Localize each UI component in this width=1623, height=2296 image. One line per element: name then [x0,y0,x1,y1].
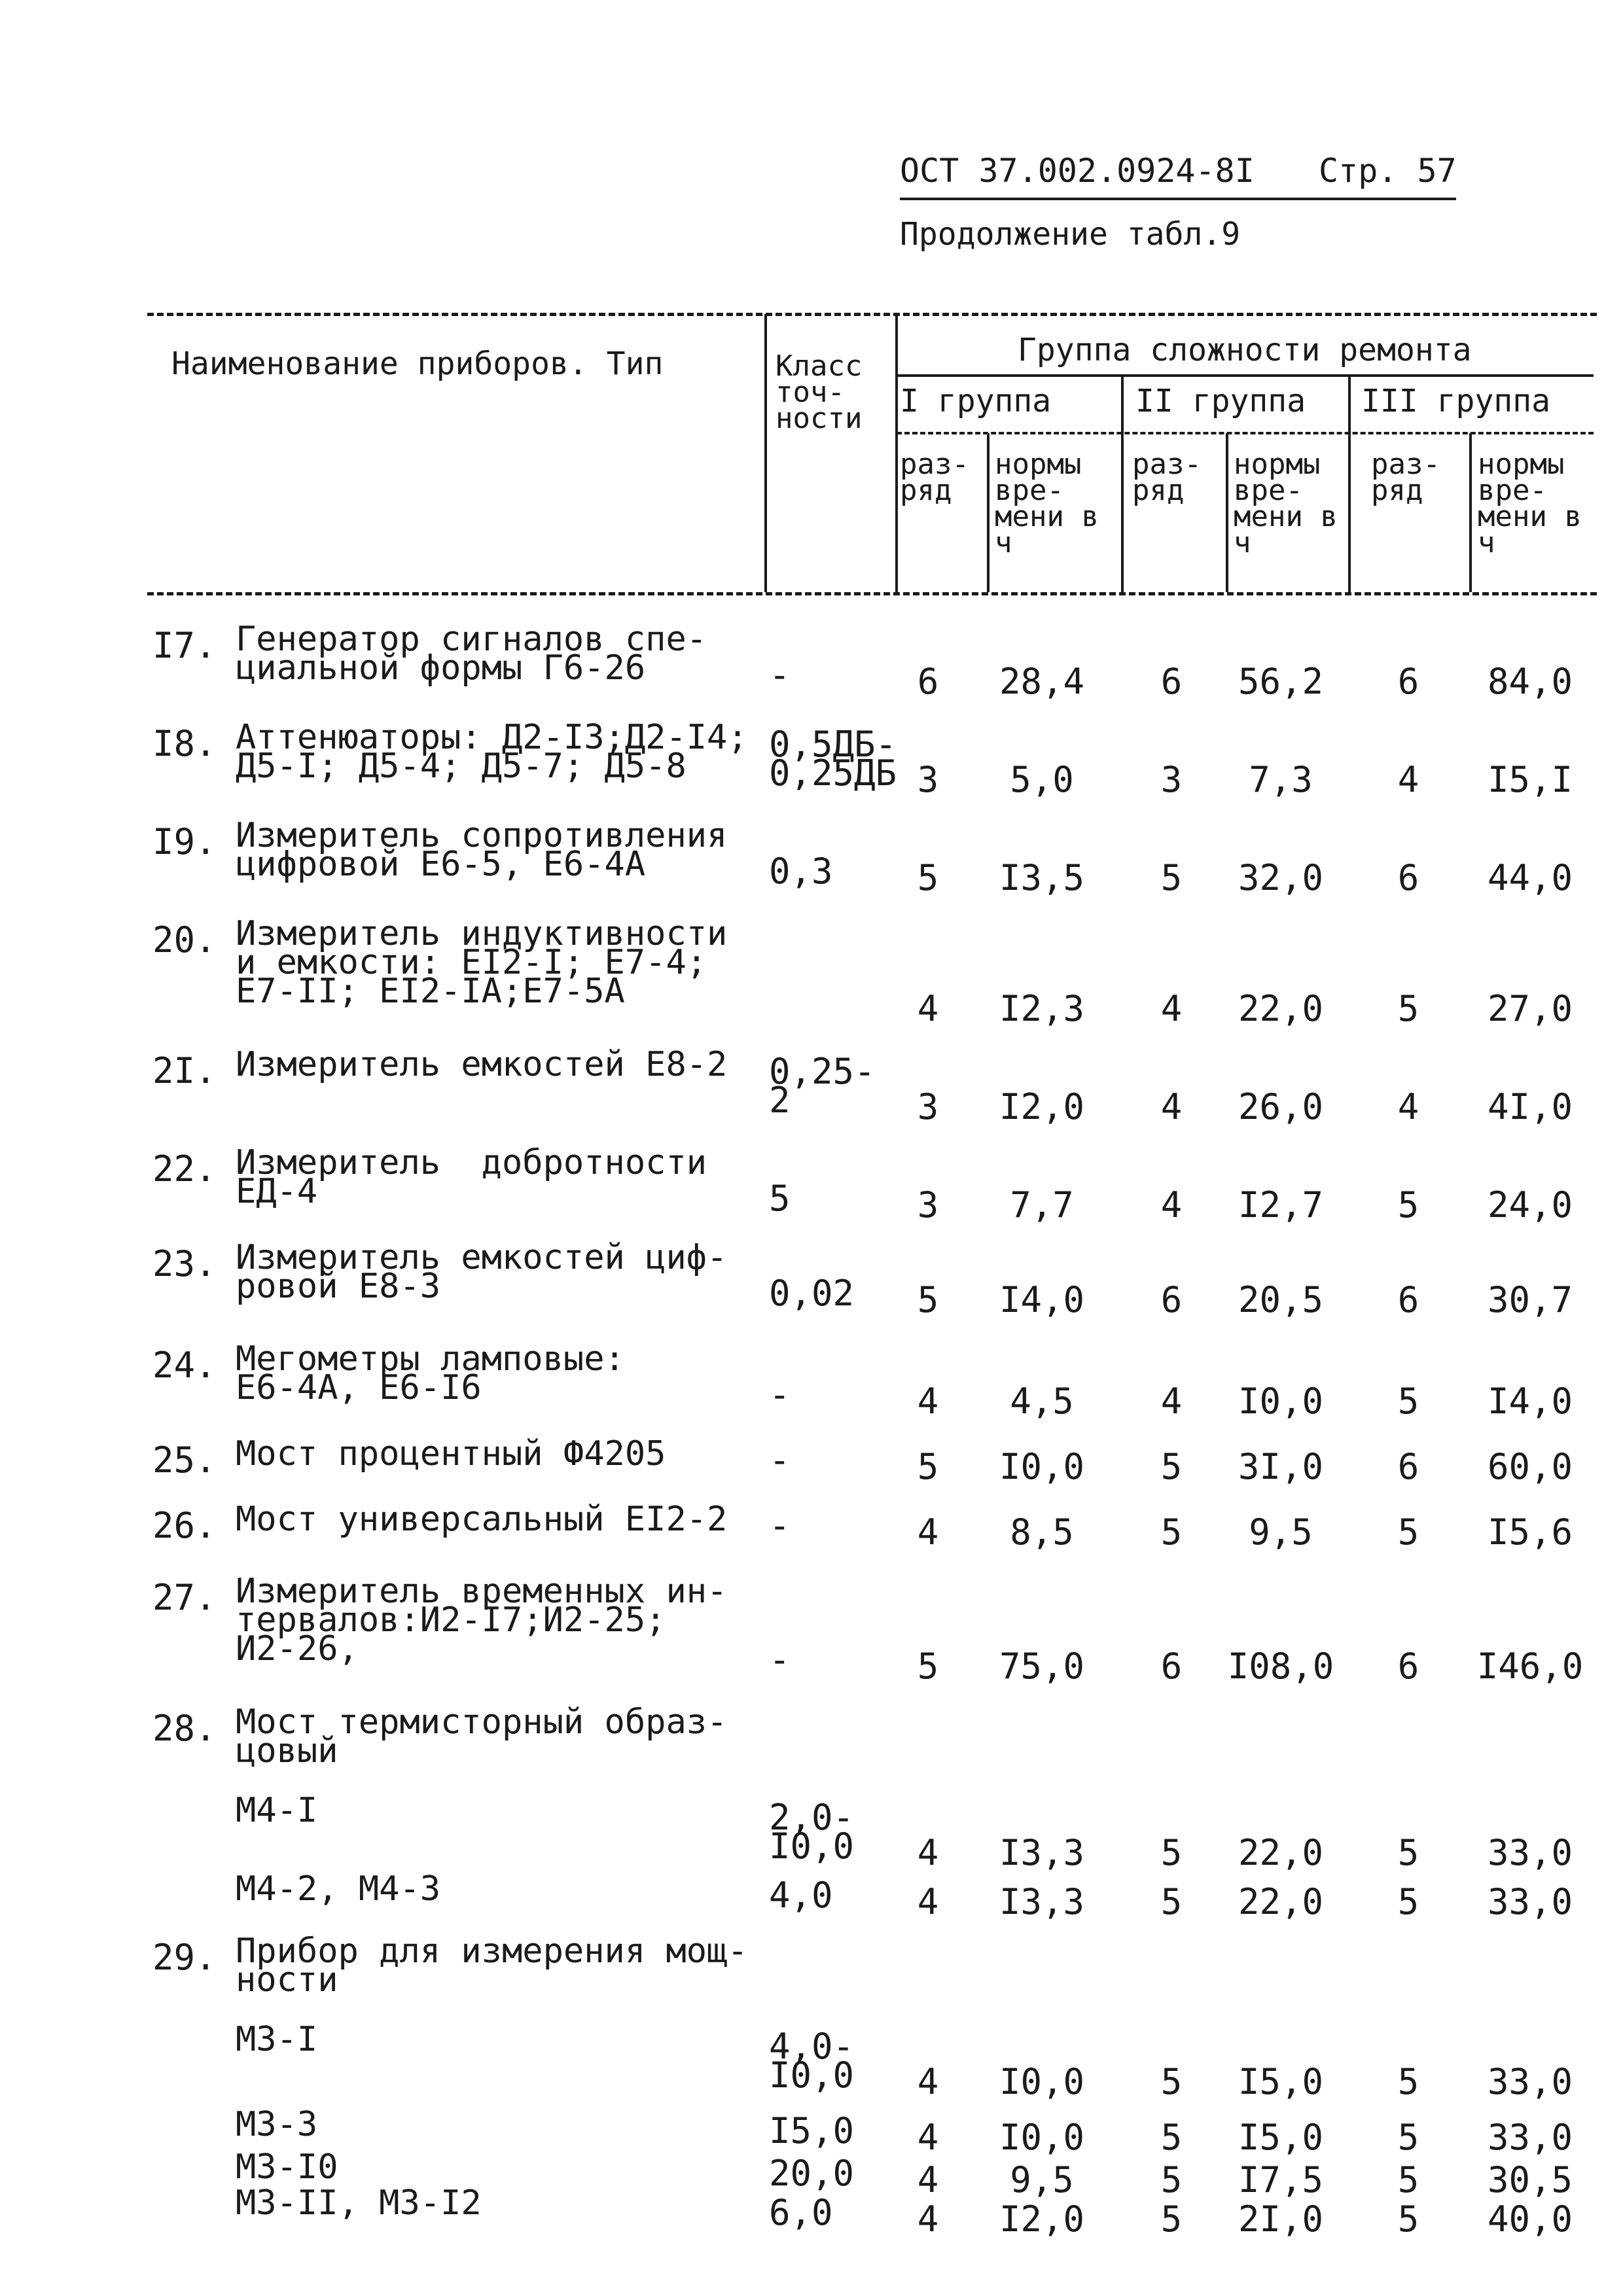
grade-value-2: 4 [1160,1381,1183,1422]
grade-value-1: 4 [917,2117,939,2158]
norm-value-3: 4I,0 [1487,1086,1573,1127]
device-name: Измеритель емкостей Е8-2 [236,1045,728,1084]
norm-value-1: I4,0 [999,1279,1085,1320]
column-header-grade2: раз- ряд [1132,448,1202,507]
grade-value-2: 5 [1160,2061,1183,2102]
norm-value-1: I3,5 [999,857,1085,898]
device-name: Аттенюаторы: Д2-I3;Д2-I4; Д5-I; Д5-4; Д5-7; Д5-8 [236,718,748,786]
header-underline [900,198,1456,200]
norm-value-3: 33,0 [1487,1832,1573,1873]
device-type: М3-3 [236,2105,318,2144]
grade-value-3: 4 [1397,1086,1419,1127]
norm-value-2: 2I,0 [1238,2199,1324,2240]
column-header-norm2: нормы вре- мени в ч [1234,448,1338,559]
norm-value-1: 9,5 [1010,2159,1074,2200]
accuracy-class: - [769,1505,791,1546]
grade-value-3: 6 [1397,1446,1419,1487]
row-number: 24. [152,1345,217,1386]
norm-value-2: I5,0 [1238,2117,1324,2158]
table-continuation-caption: Продолжение табл.9 [900,216,1241,253]
grade-value-3: 5 [1397,1881,1419,1922]
row-number: 26. [152,1505,217,1546]
device-name: Прибор для измерения мощ- ности [236,1932,748,2000]
accuracy-class: 0,3 [769,851,833,892]
norm-value-1: I3,3 [999,1832,1085,1873]
norm-value-2: 56,2 [1238,661,1324,702]
grade-value-3: 4 [1397,759,1419,800]
column-divider-norm2 [1226,433,1228,592]
device-type: М3-I [236,2020,318,2059]
column-header-group3: III группа [1361,383,1550,419]
norm-value-3: I5,I [1487,759,1573,800]
column-header-complexity: Группа сложности ремонта [1018,332,1472,368]
accuracy-class: 0,5ДБ- 0,25ДБ [769,724,897,794]
column-header-name: Наименование приборов. Тип [171,345,664,382]
norm-value-2: 22,0 [1238,988,1324,1029]
norm-value-1: 8,5 [1010,1511,1074,1553]
grade-value-2: 4 [1160,1184,1183,1226]
device-name: Измеритель добротности ЕД-4 [236,1143,707,1211]
norm-value-3: 84,0 [1487,661,1573,702]
norm-value-3: 24,0 [1487,1184,1573,1226]
column-divider-class [764,314,767,592]
norm-value-1: 4,5 [1010,1381,1074,1422]
device-name: Измеритель временных ин- тервалов:И2-I7;И2-25; И2-26, [236,1572,728,1669]
grade-value-2: 6 [1160,661,1183,702]
grade-value-3: 5 [1397,2199,1419,2240]
accuracy-class: - [769,1374,791,1415]
grade-value-1: 3 [917,1184,939,1226]
grade-value-1: 4 [917,988,939,1029]
accuracy-class: 0,25- 2 [769,1051,876,1121]
device-name: Измеритель сопротивления цифровой Е6-5, Е6-4А [236,816,728,884]
accuracy-class: 0,02 [769,1273,855,1314]
complexity-group-rule [897,374,1594,377]
row-number: 22. [152,1148,217,1190]
row-number: 29. [152,1937,217,1978]
accuracy-class: 6,0 [769,2192,833,2233]
norm-value-1: 5,0 [1010,759,1074,800]
column-divider-group3 [1348,376,1351,592]
grade-value-1: 4 [917,2199,939,2240]
grade-value-1: 5 [917,857,939,898]
norm-value-1: I0,0 [999,2117,1085,2158]
table-header-bottom-rule [147,592,1597,595]
accuracy-class: - [769,1439,791,1481]
grade-value-3: 5 [1397,1184,1419,1226]
norm-value-2: 22,0 [1238,1881,1324,1922]
grade-value-2: 5 [1160,1881,1183,1922]
device-name: Мост универсальный ЕI2-2 [236,1500,728,1539]
device-name: Мост процентный Ф4205 [236,1434,666,1474]
norm-value-1: I2,3 [999,988,1085,1029]
norm-value-3: 33,0 [1487,2117,1573,2158]
row-number: 2I. [152,1050,217,1091]
grade-value-1: 3 [917,1086,939,1127]
grade-value-3: 5 [1397,988,1419,1029]
grade-value-2: 5 [1160,1832,1183,1873]
grade-value-1: 4 [917,1881,939,1922]
grade-value-3: 6 [1397,857,1419,898]
grade-value-3: 5 [1397,1511,1419,1553]
grade-value-2: 5 [1160,2199,1183,2240]
device-name: Мост термисторный образ- цовый [236,1703,728,1771]
row-number: 20. [152,919,217,961]
device-name: Измеритель емкостей циф- ровой Е8-3 [236,1238,728,1306]
norm-value-3: I46,0 [1476,1646,1584,1687]
norm-value-2: 20,5 [1238,1279,1324,1320]
grade-value-1: 6 [917,661,939,702]
norm-value-3: 44,0 [1487,857,1573,898]
device-type: М4-I [236,1791,318,1830]
row-number: 23. [152,1243,217,1284]
norm-value-3: 33,0 [1487,2061,1573,2102]
column-header-class: Класс точ- ности [776,349,863,435]
row-number: 27. [152,1577,217,1618]
accuracy-class: I5,0 [769,2110,855,2151]
norm-value-1: I0,0 [999,1446,1085,1487]
grade-value-3: 6 [1397,1646,1419,1687]
grade-value-2: 6 [1160,1279,1183,1320]
accuracy-class: 5 [769,1178,791,1219]
grade-value-3: 5 [1397,2159,1419,2200]
accuracy-class: - [769,654,791,696]
grade-value-2: 4 [1160,1086,1183,1127]
norm-value-2: I08,0 [1227,1646,1334,1687]
norm-value-1: I0,0 [999,2061,1085,2102]
accuracy-class: 2,0- I0,0 [769,1797,855,1867]
page-number: Стр. 57 [1319,152,1457,190]
norm-value-3: 33,0 [1487,1881,1573,1922]
norm-value-3: 60,0 [1487,1446,1573,1487]
norm-value-2: 32,0 [1238,857,1324,898]
grade-value-1: 4 [917,1381,939,1422]
grade-value-1: 5 [917,1646,939,1687]
grade-value-2: 5 [1160,1511,1183,1553]
grade-value-3: 5 [1397,2061,1419,2102]
column-divider-norm1 [987,433,990,592]
norm-value-2: 22,0 [1238,1832,1324,1873]
row-number: 25. [152,1439,217,1481]
grade-value-2: 3 [1160,759,1183,800]
row-number: I9. [152,821,217,862]
norm-value-2: 26,0 [1238,1086,1324,1127]
grade-value-3: 6 [1397,1279,1419,1320]
norm-value-3: 30,7 [1487,1279,1573,1320]
accuracy-class: 4,0- I0,0 [769,2026,855,2096]
column-divider-group2 [1121,376,1124,592]
norm-value-1: I2,0 [999,1086,1085,1127]
document-code: ОСТ 37.002.0924-8I [900,152,1255,190]
norm-value-2: I5,0 [1238,2061,1324,2102]
accuracy-class: 4,0 [769,1875,833,1916]
norm-value-1: 7,7 [1010,1184,1074,1226]
grade-value-2: 5 [1160,857,1183,898]
device-name: Генератор сигналов спе- циальной формы Г6-26 [236,620,707,688]
norm-value-2: I0,0 [1238,1381,1324,1422]
grade-value-3: 5 [1397,1832,1419,1873]
norm-value-2: 3I,0 [1238,1446,1324,1487]
norm-value-3: 30,5 [1487,2159,1573,2200]
row-number: 28. [152,1708,217,1749]
column-divider-norm3 [1469,433,1472,592]
device-name: Мегометры ламповые: Е6-4А, Е6-I6 [236,1339,625,1407]
accuracy-class: - [769,1639,791,1680]
grade-value-1: 4 [917,2159,939,2200]
table-top-rule [147,313,1597,316]
norm-value-2: I7,5 [1238,2159,1324,2200]
group-subheader-rule [897,432,1594,434]
norm-value-2: 9,5 [1249,1511,1313,1553]
row-number: I7. [152,625,217,666]
norm-value-1: I3,3 [999,1881,1085,1922]
device-type: М3-I0 [236,2147,338,2187]
column-divider-group1 [895,314,898,592]
grade-value-3: 5 [1397,2117,1419,2158]
norm-value-3: I4,0 [1487,1381,1573,1422]
grade-value-1: 4 [917,1511,939,1553]
grade-value-3: 5 [1397,1381,1419,1422]
norm-value-1: 28,4 [999,661,1085,702]
norm-value-1: I2,0 [999,2199,1085,2240]
device-name: Измеритель индуктивности и емкости: ЕI2-I; Е7-4; Е7-II; ЕI2-IА;Е7-5А [236,914,728,1011]
norm-value-2: 7,3 [1249,759,1313,800]
device-type: М3-II, М3-I2 [236,2183,482,2223]
norm-value-3: I5,6 [1487,1511,1573,1553]
column-header-norm1: нормы вре- мени в ч [995,448,1099,559]
grade-value-1: 5 [917,1446,939,1487]
row-number: I8. [152,723,217,764]
grade-value-1: 4 [917,2061,939,2102]
grade-value-2: 5 [1160,2117,1183,2158]
column-header-group1: I группа [900,383,1052,419]
grade-value-3: 6 [1397,661,1419,702]
norm-value-3: 40,0 [1487,2199,1573,2240]
grade-value-2: 6 [1160,1646,1183,1687]
device-type: М4-2, М4-3 [236,1869,441,1909]
grade-value-2: 5 [1160,1446,1183,1487]
column-header-grade3: раз- ряд [1371,448,1440,507]
grade-value-2: 4 [1160,988,1183,1029]
column-header-norm3: нормы вре- мени в ч [1478,448,1582,559]
grade-value-1: 5 [917,1279,939,1320]
column-header-grade1: раз- ряд [900,448,969,507]
column-header-group2: II группа [1135,383,1306,419]
accuracy-class: 20,0 [769,2153,855,2194]
grade-value-2: 5 [1160,2159,1183,2200]
grade-value-1: 4 [917,1832,939,1873]
norm-value-2: I2,7 [1238,1184,1324,1226]
grade-value-1: 3 [917,759,939,800]
norm-value-3: 27,0 [1487,988,1573,1029]
norm-value-1: 75,0 [999,1646,1085,1687]
